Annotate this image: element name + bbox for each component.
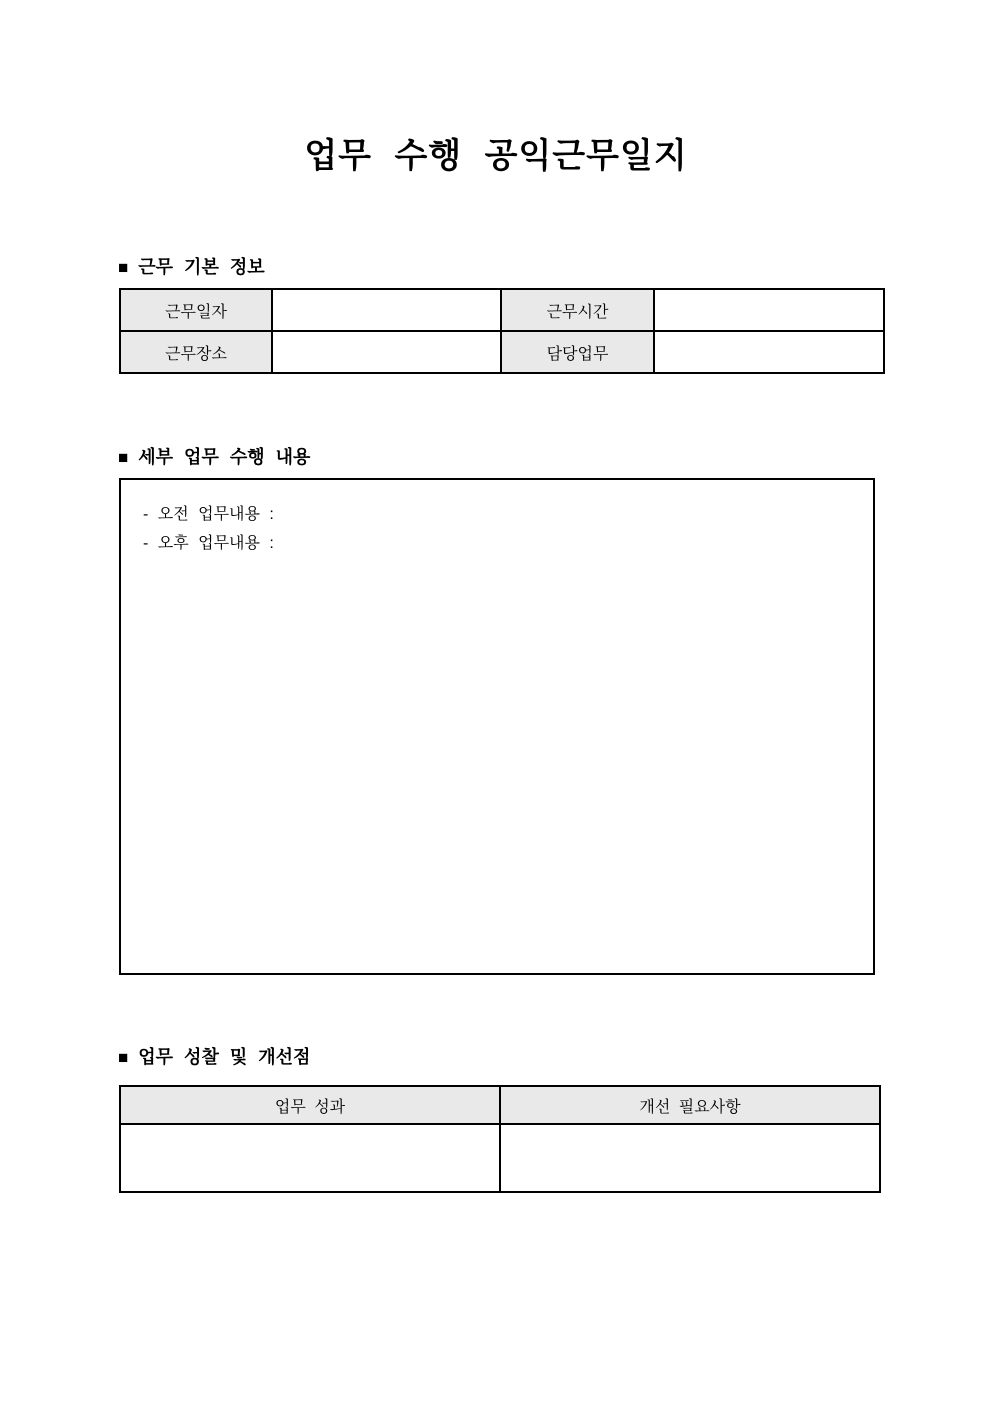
improvement-needs-header: 개선 필요사항 — [500, 1086, 880, 1124]
work-place-field[interactable] — [272, 331, 501, 373]
work-detail-box[interactable] — [119, 478, 875, 975]
assigned-duty-field[interactable] — [654, 331, 884, 373]
work-date-field[interactable] — [272, 289, 501, 331]
section-bullet-icon: ■ — [118, 1048, 129, 1067]
work-time-label: 근무시간 — [501, 289, 654, 331]
work-place-label: 근무장소 — [120, 331, 272, 373]
section-header-reflection — [118, 1043, 310, 1069]
work-date-label: 근무일자 — [120, 289, 272, 331]
section-bullet-icon: ■ — [118, 258, 129, 277]
document-title: 업무 수행 공익근무일지 — [304, 137, 688, 175]
table-row — [120, 331, 884, 373]
work-time-field[interactable] — [654, 289, 884, 331]
morning-work-line: - 오전 업무내용 : — [143, 506, 274, 523]
section-title-reflection: 업무 성찰 및 개선점 — [138, 1047, 311, 1067]
basic-info-table — [119, 288, 885, 374]
table-header-row — [120, 1086, 880, 1124]
section-title-basic-info: 근무 기본 정보 — [138, 257, 265, 277]
table-row — [120, 1124, 880, 1192]
section-bullet-icon: ■ — [118, 448, 129, 467]
improvement-needs-field[interactable] — [500, 1124, 880, 1192]
section-title-work-detail: 세부 업무 수행 내용 — [138, 447, 311, 467]
work-results-header: 업무 성과 — [120, 1086, 500, 1124]
reflection-table — [119, 1085, 881, 1193]
section-header-work-detail — [118, 443, 310, 469]
section-header-basic-info — [118, 253, 265, 279]
afternoon-work-line: - 오후 업무내용 : — [143, 535, 274, 552]
table-row — [120, 289, 884, 331]
assigned-duty-label: 담당업무 — [501, 331, 654, 373]
work-results-field[interactable] — [120, 1124, 500, 1192]
